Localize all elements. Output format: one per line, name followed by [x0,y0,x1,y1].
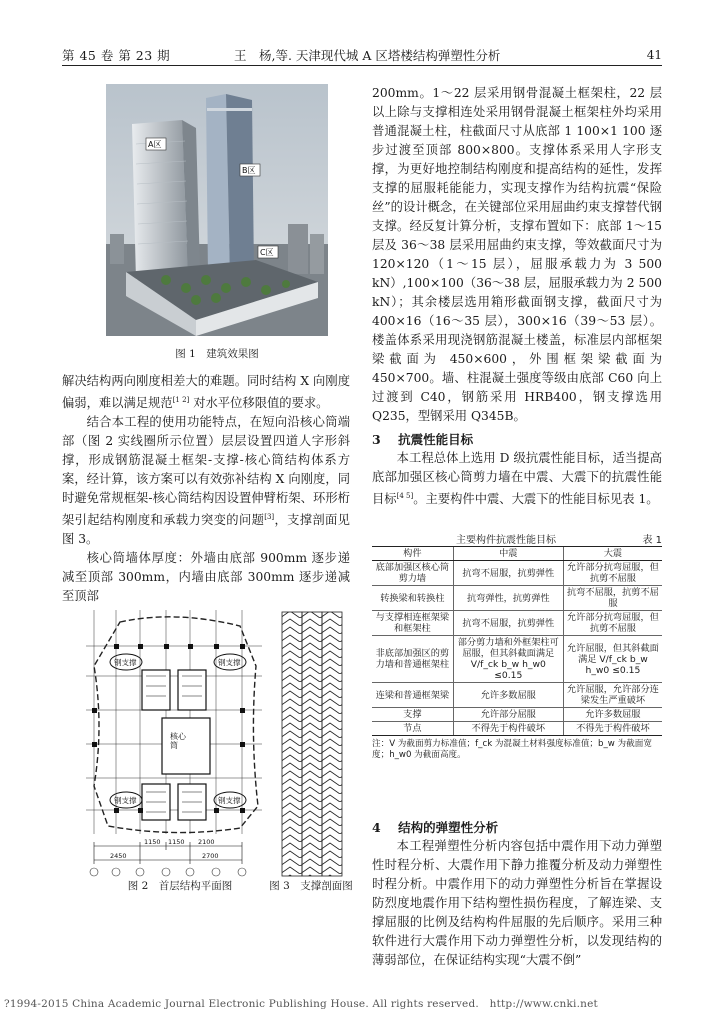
figure1-caption: 图 1 建筑效果图 [175,348,259,360]
table-cell: 允许屈服，允许部分连梁发生严重破坏 [563,683,662,708]
core-label: 核心筒 [170,732,186,750]
left-paragraph-3: 核心筒墙体厚度：外墙由底部 900mm 逐步递减至顶部 300mm，内墙由底部 300mm 逐步递减至顶部 [62,551,350,604]
table-cell: 允许部分屈服 [453,708,563,722]
page-number: 41 [646,48,662,62]
table1-label: 表 1 [642,535,662,546]
dim-top-2: 1150 [168,838,185,846]
table-row [372,611,662,636]
copyright-footer: ?1994-2015 China Academic Journal Electronic Publishing House. All rights reserved. http://www.cnki.net [4,998,598,1010]
table1-grid [372,546,662,736]
table-cell: 允许多数屈服 [453,683,563,708]
table-cell: 不得先于构件破坏 [563,722,662,736]
running-title: 王 杨,等. 天津现代城 A 区塔楼结构弹塑性分析 [234,48,501,63]
left-paragraph-2: 结合本工程的使用功能特点，在短向沿核心筒端部（图 2 实线圈所示位置）层层设置四道人字形斜撑，形成钢筋混凝土框架-支撑-核心筒结构体系方案，经计算，该方案可以有效弥补结构 X 向刚度，同时避免常规框架-核心筒结构因设置伸臂桁架、环形桁架引起结构刚度和承载力突变的问题[3]，支撑剖面见图 3。 [62,415,350,547]
figure3-caption: 图 3 支撑剖面图 [269,880,353,892]
dim-top-3: 2100 [198,838,215,846]
brace-label-top-right: 钢支撑 [218,658,241,667]
table1-header-cell: 构件 [372,547,453,561]
building-rendering-illustration [106,84,328,336]
table-cell: 部分剪力墙和外框架柱可屈服，但其斜截面满足 V/f_ck b_w h_w0 ≤0.15 [453,636,563,683]
table-cell: 转换梁和转换柱 [372,586,453,611]
table-cell: 支撑 [372,708,453,722]
table-row [372,636,662,683]
table-cell: 抗弯不屈服，抗剪弹性 [453,561,563,586]
brace-label-top-left: 钢支撑 [114,658,137,667]
label-b: B区 [242,166,256,175]
table1-header-row [372,547,662,561]
label-a: A区 [148,140,162,149]
table-cell: 抗弯不屈服，抗剪弹性 [453,611,563,636]
right-column-text-bottom [372,818,662,970]
left-paragraph-1: 解决结构两向刚度相差大的难题。同时结构 X 向刚度偏弱，难以满足规范[1 2] 对水平位移限值的要求。 [62,374,350,411]
brace-label-bottom-right: 钢支撑 [218,796,241,805]
table-cell: 连梁和普通框架梁 [372,683,453,708]
table-cell: 与支撑相连框架梁和框架柱 [372,611,453,636]
left-column-text [62,372,350,606]
dim-bottom-2: 2700 [202,852,219,860]
table-cell: 非底部加强区的剪力墙和普通框架柱 [372,636,453,683]
table-row [372,683,662,708]
figure2-floor-plan [80,606,270,878]
table1-caption [372,530,662,546]
table-row [372,586,662,611]
figure1-rendering [106,84,328,336]
right-paragraph-3: 本工程弹塑性分析内容包括中震作用下动力弹塑性时程分析、大震作用下静力推覆分析及动力弹塑性时程分析。中震作用下的动力弹塑性分析旨在掌握设防烈度地震作用下结构塑性损伤程度，了解连梁、支撑屈服的比例及结构构件屈服的先后顺序。采用三种软件进行大震作用下动力弹塑性分析，以发现结构的薄弱部位，在保证结构实现“大震不倒” [372,839,662,967]
table-cell: 允许屈服，但其斜截面满足 V/f_ck b_w h_w0 ≤0.15 [563,636,662,683]
table-row [372,708,662,722]
brace-elevation-drawing [280,610,346,880]
right-paragraph-2: 本工程总体上选用 D 级抗震性能目标，适当提高底部加强区核心筒剪力墙在中震、大震下的抗震性能目标[4 5]。主要构件中震、大震下的性能目标见表 1。 [372,451,662,507]
right-column-text-top [372,84,662,509]
table-row [372,561,662,586]
table1-note: 注：V 为截面剪力标准值；f_ck 为混凝土材料强度标准值；b_w 为截面宽度；h_w0 为截面高度。 [372,739,652,760]
section3-heading: 3 抗震性能目标 [372,432,474,447]
dim-top-1: 1150 [144,838,161,846]
table-cell: 允许部分抗弯屈服，但抗剪不屈服 [563,611,662,636]
table1-header-cell: 中震 [453,547,563,561]
label-c: C区 [260,248,274,257]
issue-label: 第 45 卷 第 23 期 [62,48,171,63]
running-header [62,44,662,66]
section4-heading: 4 结构的弹塑性分析 [372,820,499,835]
right-paragraph-1: 200mm。1～22 层采用钢骨混凝土框架柱，22 层以上除与支撑相连处采用钢骨混凝土框架柱外均采用普通混凝土柱，柱截面尺寸从底部 1 100×1 100 逐步过渡至顶部 800×800。支撑体系采用人字形支撑，为更好地控制结构刚度和提高结构的延性，发挥支撑的屈服耗能能力，实现支撑作为结构抗震“保险丝”的设计概念，在关键部位采用屈曲约束支撑替代钢支撑。经反复计算分析，支撑布置如下：底部 1～15 层及 36～38 层采用屈曲约束支撑，等效截面尺寸为 120×120（1～15 层），屈服承载力为 3 500 kN）,100×100（36～38 层，屈服承载力为 2 500 kN）；其余楼层选用箱形截面钢支撑，截面尺寸为 400×16（16～35 层），300×16（39～53 层）。楼盖体系采用现浇钢筋混凝土楼盖，标准层内部框架梁截面为 450×600，外围框架梁截面为 450×700。墙、柱混凝土强度等级由底部 C60 向上过渡到 C40，钢筋采用 HRB400，钢支撑选用 Q235，型钢采用 Q345B。 [372,86,662,423]
table-cell: 底部加强区核心筒剪力墙 [372,561,453,586]
dim-bottom-1: 2450 [110,852,127,860]
table1 [372,530,662,761]
figure2-caption: 图 2 首层结构平面图 [127,880,233,892]
table-row [372,722,662,736]
table-cell: 不得先于构件破坏 [453,722,563,736]
table-cell: 允许多数屈服 [563,708,662,722]
table-cell: 抗弯弹性，抗剪弹性 [453,586,563,611]
table1-header-cell: 大震 [563,547,662,561]
figure3-brace-elevation [280,610,346,880]
table-cell: 允许部分抗弯屈服，但抗剪不屈服 [563,561,662,586]
brace-label-bottom-left: 钢支撑 [114,796,137,805]
table-cell: 抗弯不屈服，抗剪不屈服 [563,586,662,611]
table1-title: 主要构件抗震性能目标 [456,535,556,546]
table-cell: 节点 [372,722,453,736]
